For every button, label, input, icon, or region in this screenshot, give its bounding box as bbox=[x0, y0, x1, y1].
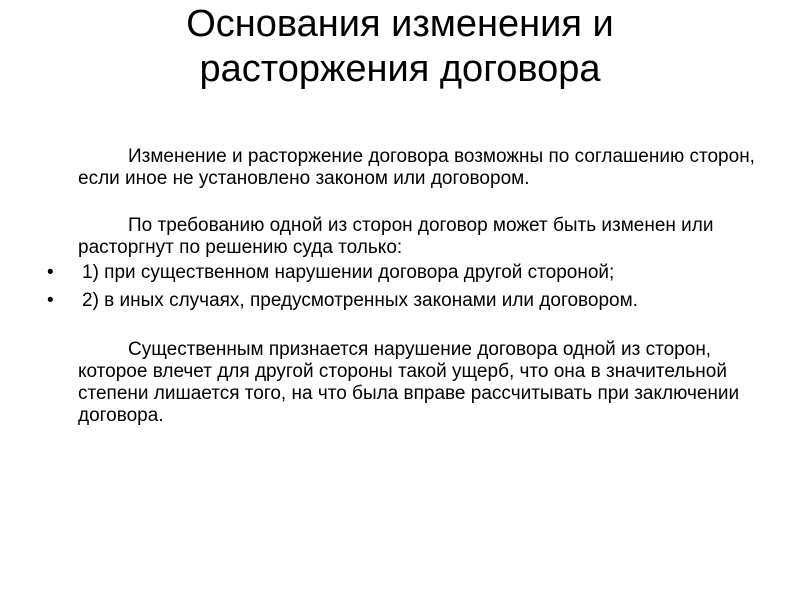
paragraph-material-breach: Существенным признается нарушение договора одной из сторон, которое влечет для другой стороны такой ущерб, что она в значительной степени лишается того, на что была вправе рассчитывать при заключении договора. bbox=[78, 339, 740, 426]
bullet-item-1 bbox=[47, 262, 758, 284]
bullet-text-1: 1) при существенном нарушении договора другой стороной; bbox=[82, 262, 615, 283]
bullet-item-2 bbox=[47, 290, 758, 312]
slide-body bbox=[47, 146, 758, 427]
slide-title-line-2: расторжения договора bbox=[199, 48, 601, 90]
slide-title bbox=[0, 2, 800, 92]
slide-title-line-1: Основания изменения и bbox=[186, 3, 614, 45]
paragraph-court-request: По требованию одной из сторон договор может быть изменен или расторгнут по решению суда только: bbox=[78, 215, 714, 258]
bullet-icon: • bbox=[47, 262, 54, 283]
bullet-icon: • bbox=[47, 290, 54, 311]
paragraph-agreement: Изменение и расторжение договора возможны по соглашению сторон, если иное не установлено законом или договором. bbox=[78, 146, 755, 189]
bullet-text-2: 2) в иных случаях, предусмотренных законами или договором. bbox=[82, 290, 638, 311]
bullet-list bbox=[47, 262, 758, 312]
